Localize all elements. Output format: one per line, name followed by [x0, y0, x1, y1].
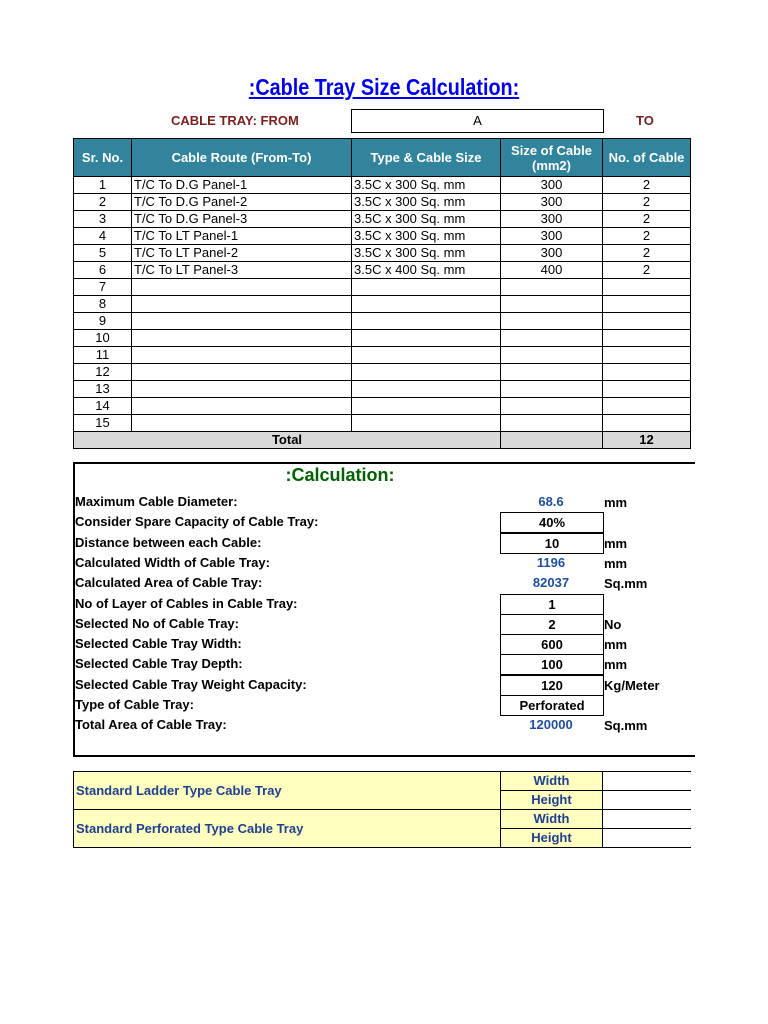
calc-unit: Sq.mm	[604, 576, 648, 592]
type-size-cell[interactable]	[352, 364, 501, 381]
calc-unit: mm	[604, 657, 628, 673]
count-cell[interactable]: 2	[603, 245, 691, 262]
table-row	[74, 364, 691, 381]
calc-label: Calculated Width of Cable Tray:	[75, 554, 270, 570]
calc-unit: mm	[604, 637, 628, 653]
count-cell[interactable]	[603, 347, 691, 364]
sr-no-cell[interactable]: 7	[74, 279, 132, 296]
size-cell[interactable]	[501, 415, 603, 432]
col-type-size: Type & Cable Size	[352, 139, 501, 177]
col-cable-route: Cable Route (From-To)	[132, 139, 352, 177]
std-ladder-width-row	[74, 772, 691, 791]
size-cell[interactable]	[501, 364, 603, 381]
sr-no-cell[interactable]: 1	[74, 177, 132, 194]
table-header-row	[74, 139, 691, 177]
total-value[interactable]: 12	[603, 432, 691, 449]
calc-label: Total Area of Cable Tray:	[75, 717, 227, 733]
size-cell[interactable]: 300	[501, 177, 603, 194]
count-cell[interactable]	[603, 364, 691, 381]
size-cell[interactable]: 300	[501, 245, 603, 262]
count-cell[interactable]: 2	[603, 177, 691, 194]
type-size-cell[interactable]	[352, 279, 501, 296]
count-cell[interactable]	[603, 330, 691, 347]
route-cell[interactable]: T/C To LT Panel-3	[132, 262, 352, 279]
calc-unit: No	[604, 616, 622, 632]
route-cell[interactable]	[132, 398, 352, 415]
sr-no-cell[interactable]: 12	[74, 364, 132, 381]
std-perforated-height-value[interactable]	[603, 829, 691, 848]
std-ladder-height-label: Height	[501, 791, 603, 810]
cable-tray-from-label: CABLE TRAY: FROM	[171, 113, 299, 128]
size-cell[interactable]: 300	[501, 194, 603, 211]
type-size-cell[interactable]	[352, 313, 501, 330]
count-cell[interactable]: 2	[603, 228, 691, 245]
calc-value: 68.6	[538, 494, 564, 509]
table-row	[74, 279, 691, 296]
sr-no-cell[interactable]: 10	[74, 330, 132, 347]
sr-no-cell[interactable]: 5	[74, 245, 132, 262]
table-row	[74, 211, 691, 228]
count-cell[interactable]	[603, 398, 691, 415]
calc-label: Selected Cable Tray Width:	[75, 636, 242, 652]
type-size-cell[interactable]	[352, 415, 501, 432]
calc-unit: Sq.mm	[604, 718, 648, 734]
calc-value[interactable]: 10	[500, 533, 604, 554]
type-size-cell[interactable]: 3.5C x 300 Sq. mm	[352, 194, 501, 211]
col-no-of-cable: No. of Cable	[603, 139, 691, 177]
table-row	[74, 313, 691, 330]
count-cell[interactable]	[603, 279, 691, 296]
total-row	[74, 432, 691, 449]
table-row	[74, 228, 691, 245]
cable-tray-from-input[interactable]: A	[351, 109, 604, 133]
calc-unit: mm	[604, 535, 628, 551]
type-size-cell[interactable]: 3.5C x 400 Sq. mm	[352, 262, 501, 279]
calc-label: Distance between each Cable:	[75, 534, 262, 550]
page-title: :Cable Tray Size Calculation:	[248, 74, 520, 100]
count-cell[interactable]: 2	[603, 211, 691, 228]
calc-value[interactable]: 120	[500, 675, 604, 696]
calc-label: Selected No of Cable Tray:	[75, 615, 239, 631]
size-cell[interactable]	[501, 347, 603, 364]
route-cell[interactable]: T/C To D.G Panel-2	[132, 194, 352, 211]
sr-no-cell[interactable]: 3	[74, 211, 132, 228]
calc-label: Consider Spare Capacity of Cable Tray:	[75, 514, 319, 530]
route-cell[interactable]: T/C To LT Panel-1	[132, 228, 352, 245]
count-cell[interactable]	[603, 415, 691, 432]
type-size-cell[interactable]: 3.5C x 300 Sq. mm	[352, 211, 501, 228]
route-cell[interactable]	[132, 364, 352, 381]
sr-no-cell[interactable]: 2	[74, 194, 132, 211]
route-cell[interactable]	[132, 313, 352, 330]
std-perforated-label: Standard Perforated Type Cable Tray	[74, 810, 501, 848]
route-cell[interactable]	[132, 415, 352, 432]
count-cell[interactable]	[603, 313, 691, 330]
sr-no-cell[interactable]: 14	[74, 398, 132, 415]
standard-tray-table	[73, 771, 691, 848]
cable-route-table	[73, 138, 691, 449]
route-cell[interactable]: T/C To D.G Panel-3	[132, 211, 352, 228]
calc-value: 82037	[532, 575, 570, 591]
size-cell[interactable]: 300	[501, 228, 603, 245]
calc-value: 120000	[529, 717, 573, 733]
calculation-title: :Calculation:	[285, 465, 395, 485]
calc-value[interactable]: 600	[500, 634, 604, 655]
table-row	[74, 262, 691, 279]
calc-label: Selected Cable Tray Depth:	[75, 656, 243, 672]
route-cell[interactable]	[132, 279, 352, 296]
count-cell[interactable]	[603, 381, 691, 398]
size-cell[interactable]: 300	[501, 211, 603, 228]
type-size-cell[interactable]: 3.5C x 300 Sq. mm	[352, 177, 501, 194]
calc-unit: Kg/Meter	[604, 677, 660, 693]
col-sr-no: Sr. No.	[74, 139, 132, 177]
sr-no-cell[interactable]: 9	[74, 313, 132, 330]
type-size-cell[interactable]	[352, 381, 501, 398]
table-row	[74, 245, 691, 262]
size-cell[interactable]: 400	[501, 262, 603, 279]
count-cell[interactable]	[603, 296, 691, 313]
std-perforated-height-label: Height	[501, 829, 603, 848]
type-size-cell[interactable]	[352, 398, 501, 415]
calc-value[interactable]: Perforated	[500, 695, 604, 716]
type-size-cell[interactable]	[352, 347, 501, 364]
type-size-cell[interactable]: 3.5C x 300 Sq. mm	[352, 245, 501, 262]
type-size-cell[interactable]	[352, 330, 501, 347]
type-size-cell[interactable]: 3.5C x 300 Sq. mm	[352, 228, 501, 245]
calc-value: 1196	[536, 554, 566, 570]
route-cell[interactable]: T/C To LT Panel-2	[132, 245, 352, 262]
calc-unit: mm	[604, 495, 628, 510]
calc-value[interactable]: 2	[500, 614, 604, 635]
table-row	[74, 330, 691, 347]
sr-no-cell[interactable]: 8	[74, 296, 132, 313]
col-size-of-cable: Size of Cable (mm2)	[501, 139, 603, 177]
sr-no-cell[interactable]: 6	[74, 262, 132, 279]
std-perforated-width-row	[74, 810, 691, 829]
size-cell[interactable]	[501, 381, 603, 398]
total-label: Total	[74, 432, 501, 449]
route-cell[interactable]: T/C To D.G Panel-1	[132, 177, 352, 194]
size-cell[interactable]	[501, 313, 603, 330]
count-cell[interactable]: 2	[603, 194, 691, 211]
route-cell[interactable]	[132, 330, 352, 347]
calc-label: No of Layer of Cables in Cable Tray:	[75, 595, 298, 611]
std-ladder-height-value[interactable]	[603, 791, 691, 810]
calc-value[interactable]: 100	[500, 654, 604, 675]
route-cell[interactable]	[132, 296, 352, 313]
type-size-cell[interactable]	[352, 296, 501, 313]
std-ladder-width-value[interactable]	[603, 772, 691, 791]
size-cell[interactable]	[501, 330, 603, 347]
sr-no-cell[interactable]: 13	[74, 381, 132, 398]
sr-no-cell[interactable]: 4	[74, 228, 132, 245]
std-ladder-label: Standard Ladder Type Cable Tray	[74, 772, 501, 810]
cable-tray-to-label: TO	[636, 113, 654, 128]
sr-no-cell[interactable]: 11	[74, 347, 132, 364]
route-cell[interactable]	[132, 347, 352, 364]
route-cell[interactable]	[132, 381, 352, 398]
calc-label: Type of Cable Tray:	[75, 697, 194, 712]
table-row	[74, 177, 691, 194]
table-row	[74, 381, 691, 398]
size-cell[interactable]	[501, 398, 603, 415]
std-perforated-width-label: Width	[501, 810, 603, 829]
total-size-cell[interactable]	[501, 432, 603, 449]
count-cell[interactable]: 2	[603, 262, 691, 279]
calc-label: Selected Cable Tray Weight Capacity:	[75, 676, 307, 692]
table-row	[74, 398, 691, 415]
calc-value[interactable]: 1	[500, 594, 604, 615]
std-ladder-width-label: Width	[501, 772, 603, 791]
calc-unit: mm	[604, 555, 628, 571]
sr-no-cell[interactable]: 15	[74, 415, 132, 432]
size-cell[interactable]	[501, 279, 603, 296]
table-row	[74, 347, 691, 364]
calc-label: Calculated Area of Cable Tray:	[75, 575, 263, 591]
calc-value[interactable]: 40%	[500, 512, 604, 533]
calc-label: Maximum Cable Diameter:	[75, 494, 238, 509]
std-perforated-width-value[interactable]	[603, 810, 691, 829]
table-row	[74, 415, 691, 432]
size-cell[interactable]	[501, 296, 603, 313]
table-row	[74, 296, 691, 313]
table-row	[74, 194, 691, 211]
